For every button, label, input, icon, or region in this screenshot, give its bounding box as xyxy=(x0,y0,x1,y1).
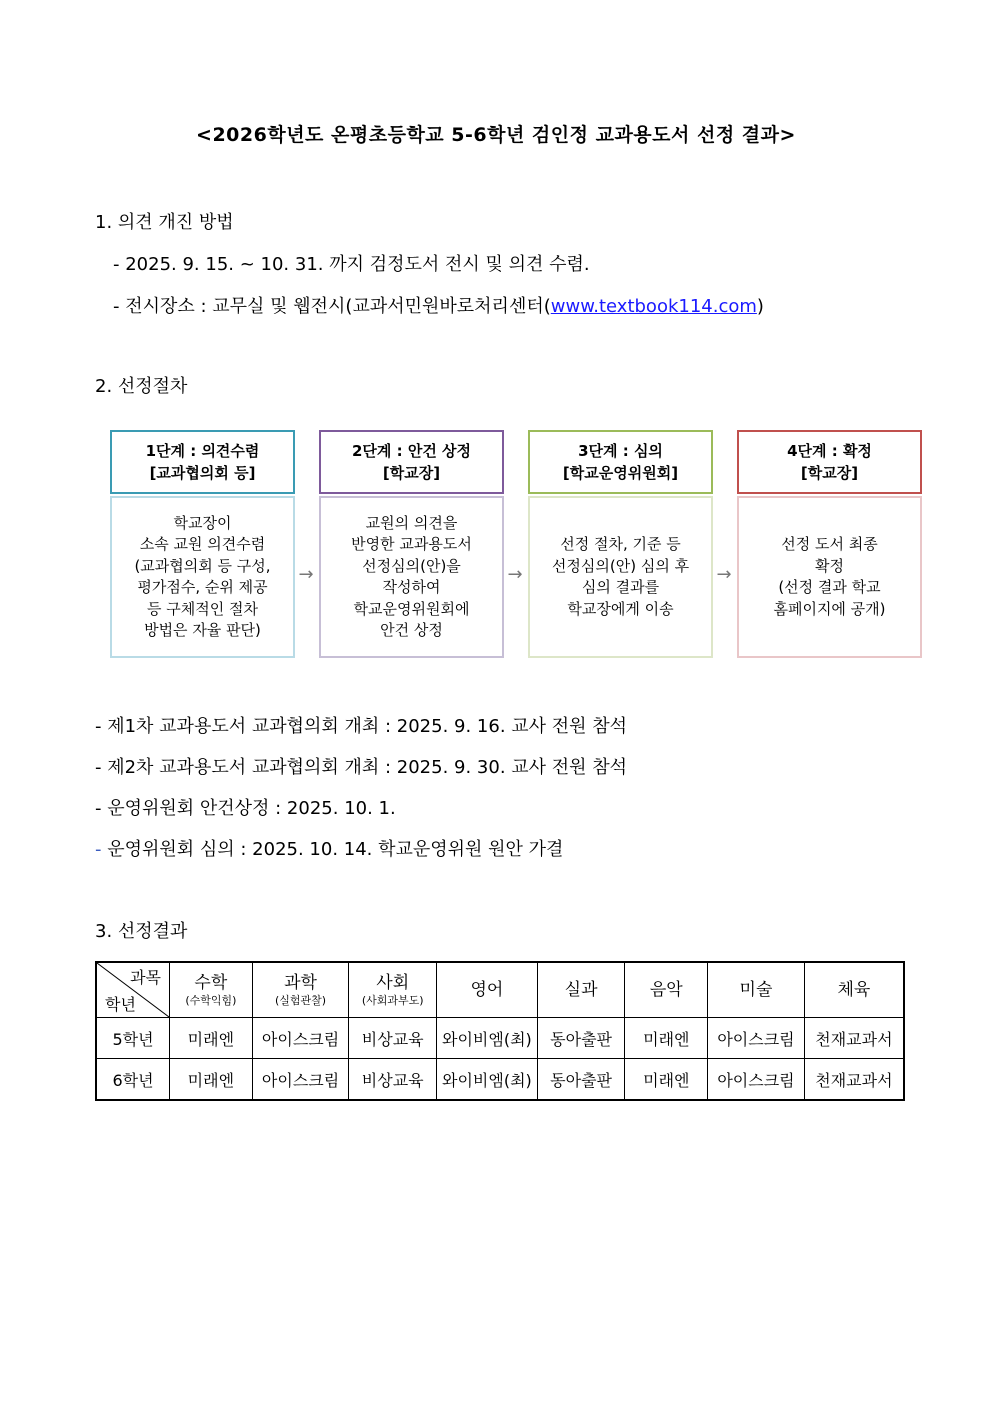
subject-name: 음악 xyxy=(649,980,683,1000)
step-2-box xyxy=(319,430,504,658)
step-4-box xyxy=(737,430,922,658)
procedure-item-3: - 운영위원회 안건상정 : 2025. 10. 1. xyxy=(95,798,396,819)
step-3-header xyxy=(528,430,713,494)
subject-sub: (수학익힘) xyxy=(185,994,237,1007)
publisher-cell: 미래엔 xyxy=(625,1059,708,1101)
arrow-icon: → xyxy=(298,564,314,585)
section1-line2-prefix: - 전시장소 : 교무실 및 웹전시(교과서민원바로처리센터( xyxy=(113,296,551,317)
step-1-header xyxy=(110,430,295,494)
publisher-cell: 비상교육 xyxy=(349,1018,437,1059)
publisher-cell: 와이비엠(최) xyxy=(437,1059,538,1101)
publisher-cell: 아이스크림 xyxy=(708,1018,805,1059)
procedure-item-4-text: 운영위원회 심의 : 2025. 10. 14. 학교운영위원 원안 가결 xyxy=(101,839,564,860)
procedure-item-4-dash: - xyxy=(95,839,102,860)
subject-header xyxy=(437,962,538,1018)
subject-name: 과학 xyxy=(284,973,317,993)
grade-cell: 5학년 xyxy=(96,1018,170,1059)
publisher-cell: 아이스크림 xyxy=(708,1059,805,1101)
subject-header xyxy=(170,962,253,1018)
subject-header xyxy=(708,962,805,1018)
table-header-row xyxy=(96,962,904,1018)
step-2-body: 교원의 의견을 반영한 교과용도서 선정심의(안)을 작성하여 학교운영위원회에 안건 상정 xyxy=(319,496,504,658)
subject-name: 영어 xyxy=(470,980,504,1000)
step-3-body: 선정 절차, 기준 등 선정심의(안) 심의 후 심의 결과를 학교장에게 이송 xyxy=(528,496,713,658)
corner-subject-label: 과목 xyxy=(130,968,161,987)
section2-heading: 2. 선정절차 xyxy=(95,376,188,397)
arrow-icon: → xyxy=(507,564,523,585)
publisher-cell: 미래엔 xyxy=(170,1059,253,1101)
section1-heading: 1. 의견 개진 방법 xyxy=(95,212,234,233)
publisher-cell: 미래엔 xyxy=(170,1018,253,1059)
step-2-title: 2단계 : 안건 상정 xyxy=(351,442,472,460)
table-row xyxy=(96,1059,904,1101)
corner-cell xyxy=(96,962,170,1018)
step-1-body: 학교장이 소속 교원 의견수렴 (교과협의회 등 구성, 평가점수, 순위 제공 등 구체적인 절차 방법은 자율 판단) xyxy=(110,496,295,658)
publisher-cell: 천재교과서 xyxy=(804,1018,904,1059)
subject-header xyxy=(537,962,625,1018)
table-row xyxy=(96,1018,904,1059)
subject-header xyxy=(349,962,437,1018)
step-1-title: 1단계 : 의견수렴 xyxy=(145,442,260,460)
publisher-cell: 동아출판 xyxy=(537,1018,625,1059)
step-1-owner: [교과협의회 등] xyxy=(149,464,256,482)
subject-name: 미술 xyxy=(739,980,773,1000)
publisher-cell: 비상교육 xyxy=(349,1059,437,1101)
subject-sub: (사회과부도) xyxy=(361,994,424,1007)
textbook-link[interactable]: www.textbook114.com xyxy=(550,296,757,317)
publisher-cell: 천재교과서 xyxy=(804,1059,904,1101)
grade-cell: 6학년 xyxy=(96,1059,170,1101)
subject-name: 실과 xyxy=(564,980,598,1000)
section1-line2 xyxy=(113,292,764,318)
procedure-item-4 xyxy=(95,835,563,861)
procedure-item-1: - 제1차 교과용도서 교과협의회 개최 : 2025. 9. 16. 교사 전원 참석 xyxy=(95,716,628,737)
subject-name: 사회 xyxy=(376,973,410,993)
subject-sub: (실험관찰) xyxy=(275,994,327,1007)
corner-grade-label: 학년 xyxy=(105,995,136,1014)
step-3-box xyxy=(528,430,713,658)
step-2-owner: [학교장] xyxy=(382,464,441,482)
step-4-owner: [학교장] xyxy=(800,464,859,482)
step-2-header xyxy=(319,430,504,494)
procedure-item-2: - 제2차 교과용도서 교과협의회 개최 : 2025. 9. 30. 교사 전원 참석 xyxy=(95,757,628,778)
publisher-cell: 아이스크림 xyxy=(252,1018,349,1059)
step-4-header xyxy=(737,430,922,494)
arrow-icon: → xyxy=(716,564,732,585)
section1-line2-suffix: ) xyxy=(756,296,764,317)
subject-name: 체육 xyxy=(837,980,871,1000)
result-table xyxy=(95,961,905,1101)
step-1-box xyxy=(110,430,295,658)
section1-line1: - 2025. 9. 15. ~ 10. 31. 까지 검정도서 전시 및 의견 수렴. xyxy=(113,254,590,275)
subject-header xyxy=(625,962,708,1018)
publisher-cell: 미래엔 xyxy=(625,1018,708,1059)
step-4-title: 4단계 : 확정 xyxy=(787,442,872,460)
subject-header xyxy=(804,962,904,1018)
step-3-owner: [학교운영위원회] xyxy=(562,464,679,482)
publisher-cell: 동아출판 xyxy=(537,1059,625,1101)
step-3-title: 3단계 : 심의 xyxy=(578,442,663,460)
publisher-cell: 아이스크림 xyxy=(252,1059,349,1101)
subject-name: 수학 xyxy=(194,973,228,993)
subject-header xyxy=(252,962,349,1018)
section3-heading: 3. 선정결과 xyxy=(95,921,188,942)
step-4-body: 선정 도서 최종 확정 (선정 결과 학교 홈페이지에 공개) xyxy=(737,496,922,658)
page-title: <2026학년도 온평초등학교 5-6학년 검인정 교과용도서 선정 결과> xyxy=(196,124,796,146)
publisher-cell: 와이비엠(최) xyxy=(437,1018,538,1059)
